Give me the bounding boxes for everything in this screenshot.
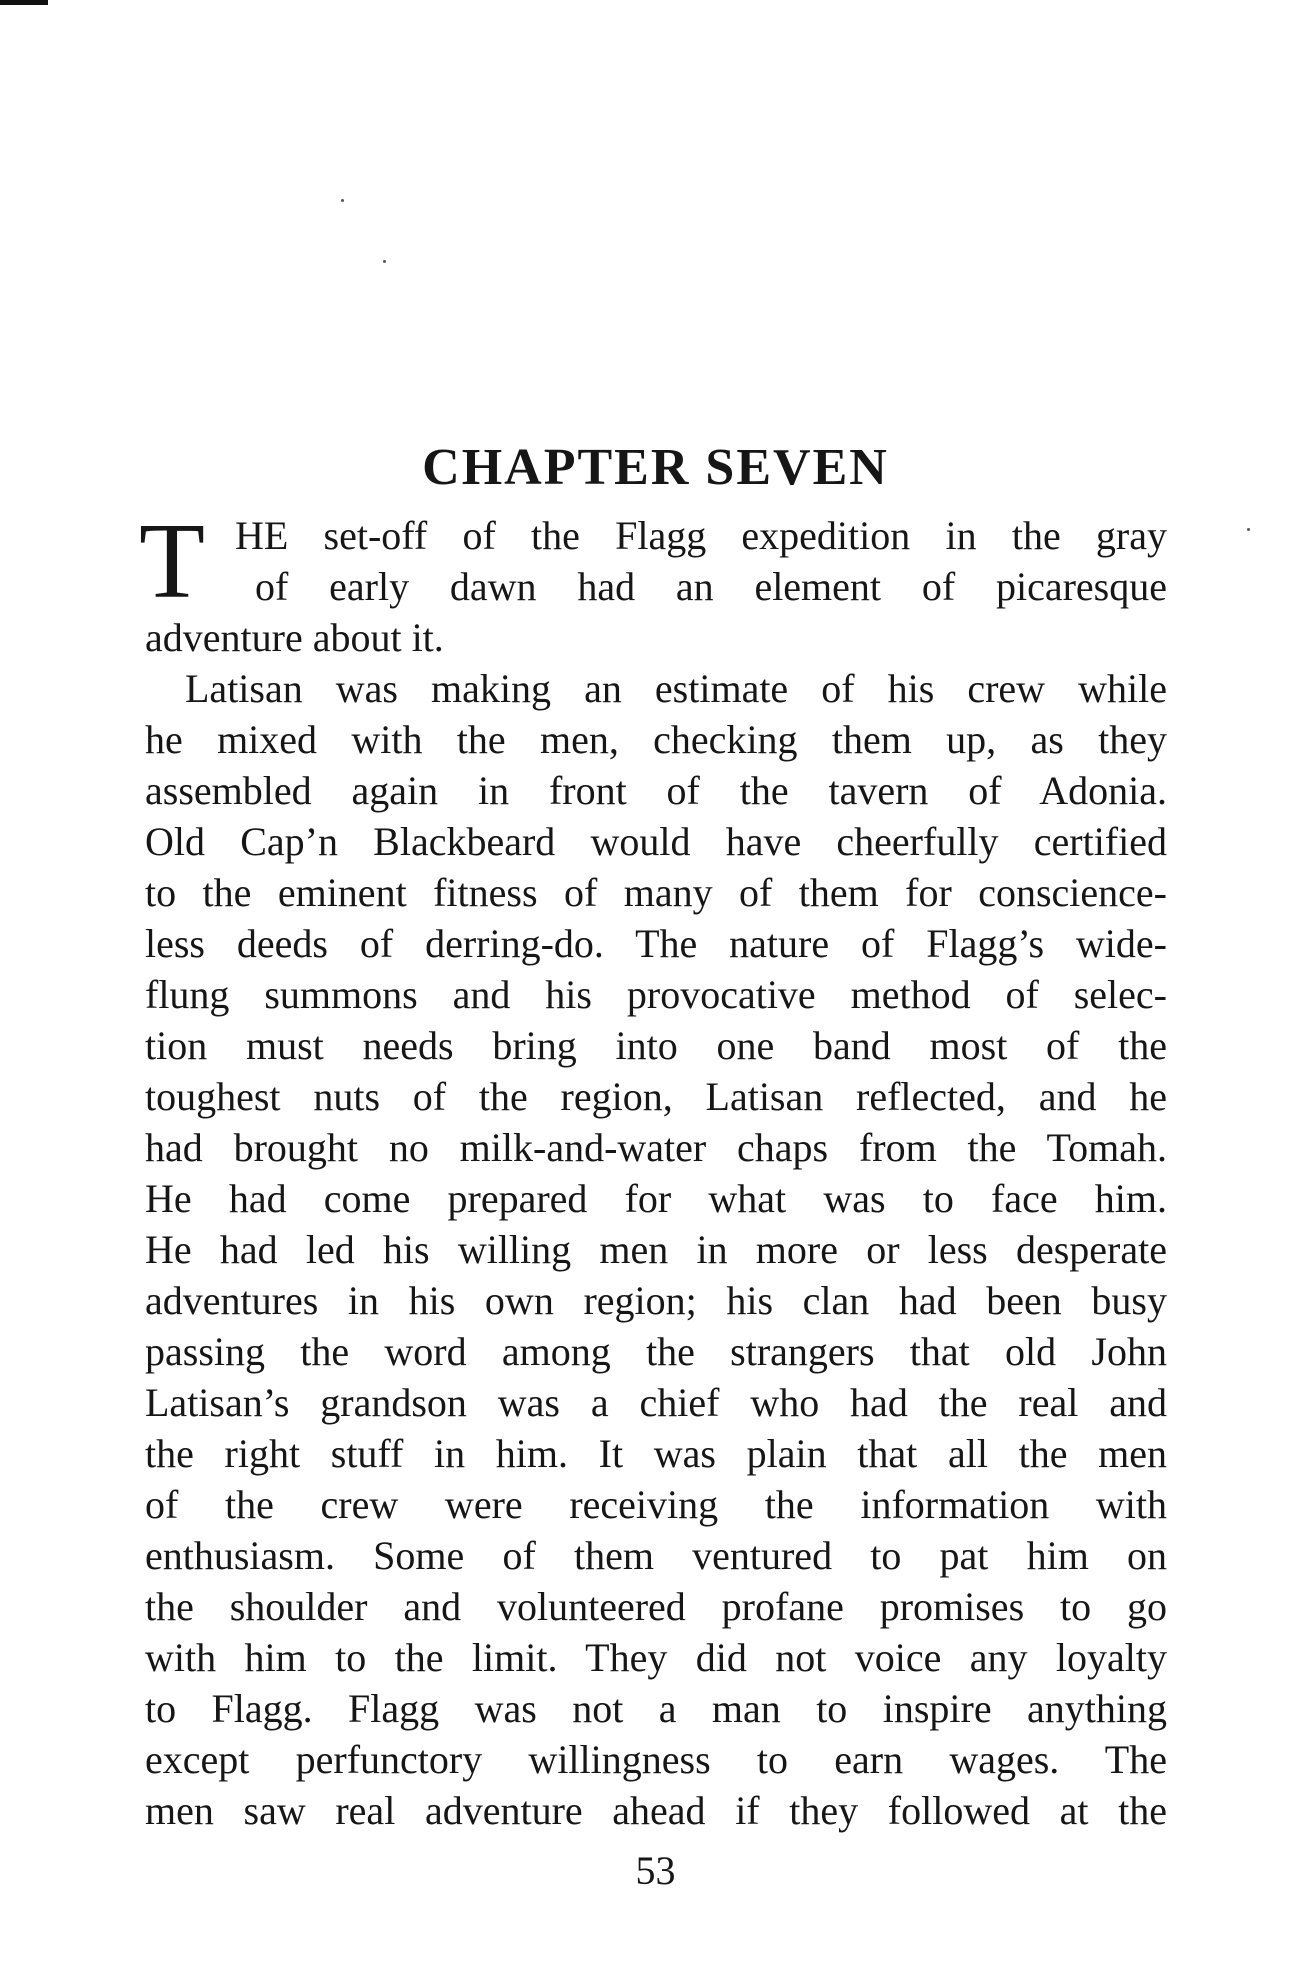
body-text [139, 502, 1167, 1836]
text-line: Old Cap’n Blackbeard would have cheerfully certified [145, 819, 1167, 864]
scan-speck [383, 260, 386, 263]
text-line: assembled again in front of the tavern of Adonia. [145, 768, 1167, 813]
text-line: had brought no milk-and-water chaps from the Tomah. [145, 1125, 1167, 1170]
text-line: of the crew were receiving the information with [145, 1482, 1167, 1527]
chapter-title: CHAPTER SEVEN [422, 438, 889, 496]
text-line: to Flagg. Flagg was not a man to inspire anything [145, 1686, 1167, 1731]
text-line: the shoulder and volunteered profane promises to go [145, 1584, 1167, 1629]
text-line: to the eminent fitness of many of them for conscience- [145, 870, 1167, 915]
text-line: HE set-off of the Flagg expedition in the gray [235, 513, 1167, 558]
text-line: the right stuff in him. It was plain that all the men [145, 1431, 1167, 1476]
text-line: He had come prepared for what was to face him. [145, 1176, 1167, 1221]
text-line: with him to the limit. They did not voice any loyalty [145, 1635, 1167, 1680]
page-number: 53 [635, 1848, 676, 1893]
text-line: He had led his willing men in more or less desperate [145, 1227, 1167, 1272]
text-line: flung summons and his provocative method of selec- [145, 972, 1167, 1017]
text-line: enthusiasm. Some of them ventured to pat him on [145, 1533, 1167, 1578]
text-line: Latisan was making an estimate of his crew while [185, 666, 1167, 711]
scan-edge-mark [0, 0, 48, 5]
text-line: less deeds of derring-do. The nature of Flagg’s wide- [145, 921, 1167, 966]
text-line: men saw real adventure ahead if they followed at the [145, 1788, 1167, 1833]
text-line: adventure about it. [145, 615, 444, 660]
text-line: he mixed with the men, checking them up, as they [145, 717, 1167, 762]
text-line: of early dawn had an element of picaresque [255, 564, 1167, 609]
drop-cap: T [139, 502, 205, 621]
text-line: tion must needs bring into one band most of the [145, 1023, 1167, 1068]
scan-speck [341, 199, 344, 202]
text-line: except perfunctory willingness to earn wages. The [145, 1737, 1167, 1782]
text-line: toughest nuts of the region, Latisan reflected, and he [145, 1074, 1167, 1119]
text-line: passing the word among the strangers that old John [145, 1329, 1167, 1374]
scan-speck [1247, 528, 1250, 531]
text-line: Latisan’s grandson was a chief who had the real and [145, 1380, 1167, 1425]
text-line: adventures in his own region; his clan had been busy [145, 1278, 1167, 1323]
